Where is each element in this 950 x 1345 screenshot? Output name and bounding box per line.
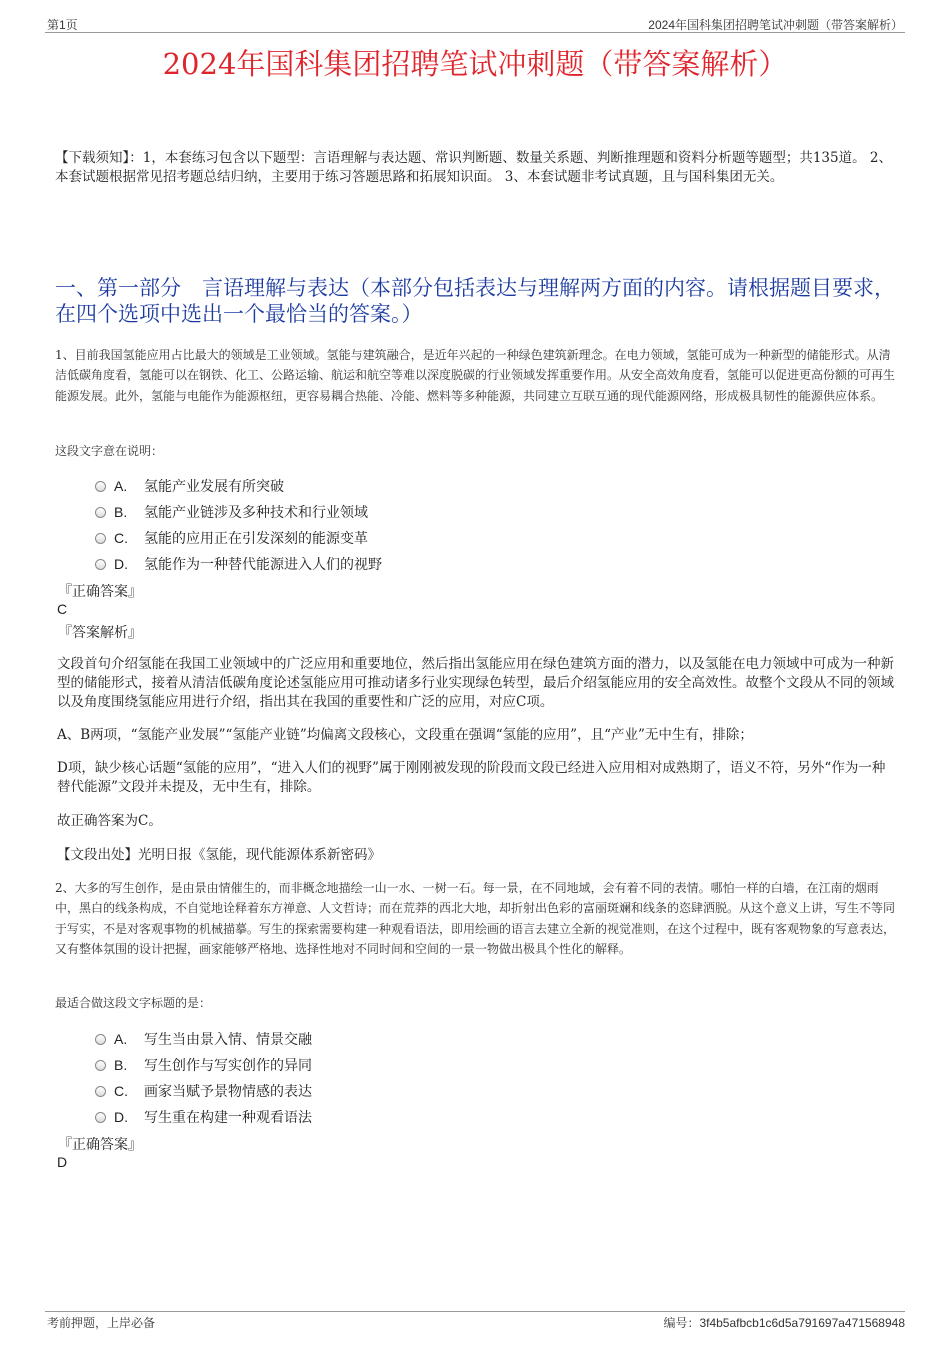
radio-icon[interactable] [95, 1060, 106, 1071]
download-notice: 【下载须知】：1，本套练习包含以下题型：言语理解与表达题、常识判断题、数量关系题、判断推理题和资料分析题等题型；共135道。 2、本套试题根据常见招考题总结归纳，主要用于练习答题思路和拓展知识面。 3、本套试题非考试真题，且与国科集团无关。 [55, 150, 892, 185]
radio-icon[interactable] [95, 1112, 106, 1123]
option-text: 氢能产业发展有所突破 [144, 479, 284, 495]
radio-icon[interactable] [95, 1086, 106, 1097]
question-2-option-c[interactable] [95, 1081, 312, 1101]
header-divider [45, 32, 905, 33]
question-1-option-b[interactable] [95, 502, 368, 522]
code-value: 3f4b5afbcb1c6d5a791697a471568948 [699, 1316, 905, 1330]
question-1-answer-label: 『正确答案』 [58, 584, 142, 600]
option-text: 氢能产业链涉及多种技术和行业领域 [144, 505, 368, 521]
question-2-stem: 2、大多的写生创作，是由景由情催生的，而非概念地描绘一山一水、一树一石。每一景，在不同地域，会有着不同的表情。哪怕一样的白墙，在江南的烟雨中，黑白的线条构成，不自觉地诠释着东方禅意、人文哲诗；而在荒莽的西北大地，却折射出色彩的富丽斑斓和线条的恣肆洒脱。从这个意义上讲，写生不等同于写实，不是对客观事物的机械描摹。写生的探索需要构建一种观看语法，即用绘画的语言去建立全新的视觉准则，在这个过程中，既有客观物象的写意表达，又有整体氛围的设计把握，画家能够严格地、选择性地对不同时间和空间的一景一物做出极具个性化的解释。 [55, 881, 896, 956]
option-text: 画家当赋予景物情感的表达 [144, 1084, 312, 1100]
question-1-option-a[interactable] [95, 476, 284, 496]
question-1-option-d[interactable] [95, 554, 382, 574]
option-letter: A. [114, 1031, 128, 1047]
footer-slogan: 考前押题，上岸必备 [47, 1316, 156, 1330]
question-2-option-d[interactable] [95, 1107, 312, 1127]
question-1-analysis-label: 『答案解析』 [58, 625, 142, 641]
option-letter: D. [114, 556, 128, 572]
option-letter: C. [114, 1083, 128, 1099]
header-doc-title: 2024年国科集团招聘笔试冲刺题（带答案解析） [648, 18, 903, 32]
option-letter: B. [114, 504, 128, 520]
option-letter: B. [114, 1057, 128, 1073]
question-2-option-a[interactable] [95, 1029, 312, 1049]
analysis-paragraph: 文段首句介绍氢能在我国工业领域中的广泛应用和重要地位，然后指出氢能应用在绿色建筑方面的潜力，以及氢能在电力领域中可成为一种新型的储能形式，接着从清洁低碳角度论述氢能应用可推动诸多行业实现绿色转型，最后介绍氢能应用的安全高效性。故整个文段从不同的领域以及角度围绕氢能应用进行介绍，指出其在我国的重要性和广泛的应用，对应C项。 [57, 656, 894, 710]
page-title: 2024年国科集团招聘笔试冲刺题（带答案解析） [162, 47, 788, 81]
option-text: 氢能作为一种替代能源进入人们的视野 [144, 557, 382, 573]
analysis-paragraph: D项，缺少核心话题“氢能的应用”，“进入人们的视野”属于刚刚被发现的阶段而文段已经进入应用相对成熟期了，语义不符，另外“作为一种替代能源”文段并未提及，无中生有，排除。 [57, 760, 886, 795]
option-letter: A. [114, 478, 128, 494]
footer-divider [45, 1311, 905, 1312]
radio-icon[interactable] [95, 1034, 106, 1045]
option-text: 写生创作与写实创作的异同 [144, 1058, 312, 1074]
page-number: 第1页 [47, 18, 78, 32]
question-1-stem: 1、目前我国氢能应用占比最大的领域是工业领域。氢能与建筑融合，是近年兴起的一种绿色建筑新理念。在电力领域，氢能可成为一种新型的储能形式。从清洁低碳角度看，氢能可以在钢铁、化工、公路运输、航运和航空等难以深度脱碳的行业领域发挥重要作用。从安全高效角度看，氢能可以促进更高份额的可再生能源发展。此外，氢能与电能作为能源枢纽，更容易耦合热能、冷能、燃料等多种能源，共同建立互联互通的现代能源网络，形成极具韧性的能源供应体系。 [55, 348, 896, 403]
question-1-answer: C [57, 601, 68, 617]
section-heading: 一、第一部分 言语理解与表达（本部分包括表达与理解两方面的内容。请根据题目要求，在四个选项中选出一个最恰当的答案。） [55, 276, 895, 326]
code-label: 编号： [663, 1316, 700, 1330]
radio-icon[interactable] [95, 533, 106, 544]
option-text: 写生重在构建一种观看语法 [144, 1110, 312, 1126]
question-2-answer-label: 『正确答案』 [58, 1137, 142, 1153]
option-letter: C. [114, 530, 128, 546]
analysis-source: 【文段出处】光明日报《氢能，现代能源体系新密码》 [57, 847, 381, 863]
question-2-answer: D [57, 1154, 68, 1170]
option-text: 写生当由景入情、情景交融 [144, 1032, 312, 1048]
option-letter: D. [114, 1109, 128, 1125]
radio-icon[interactable] [95, 481, 106, 492]
analysis-paragraph: A、B两项，“氢能产业发展”“氢能产业链”均偏离文段核心，文段重在强调“氢能的应用”，且“产业”无中生有，排除； [57, 727, 753, 743]
question-2-option-b[interactable] [95, 1055, 312, 1075]
question-2-prompt: 最适合做这段文字标题的是： [55, 996, 212, 1010]
footer-code [663, 1314, 905, 1331]
radio-icon[interactable] [95, 559, 106, 570]
analysis-paragraph: 故正确答案为C。 [57, 813, 162, 829]
option-text: 氢能的应用正在引发深刻的能源变革 [144, 531, 368, 547]
question-1-prompt: 这段文字意在说明： [55, 444, 164, 458]
question-1-option-c[interactable] [95, 528, 368, 548]
radio-icon[interactable] [95, 507, 106, 518]
